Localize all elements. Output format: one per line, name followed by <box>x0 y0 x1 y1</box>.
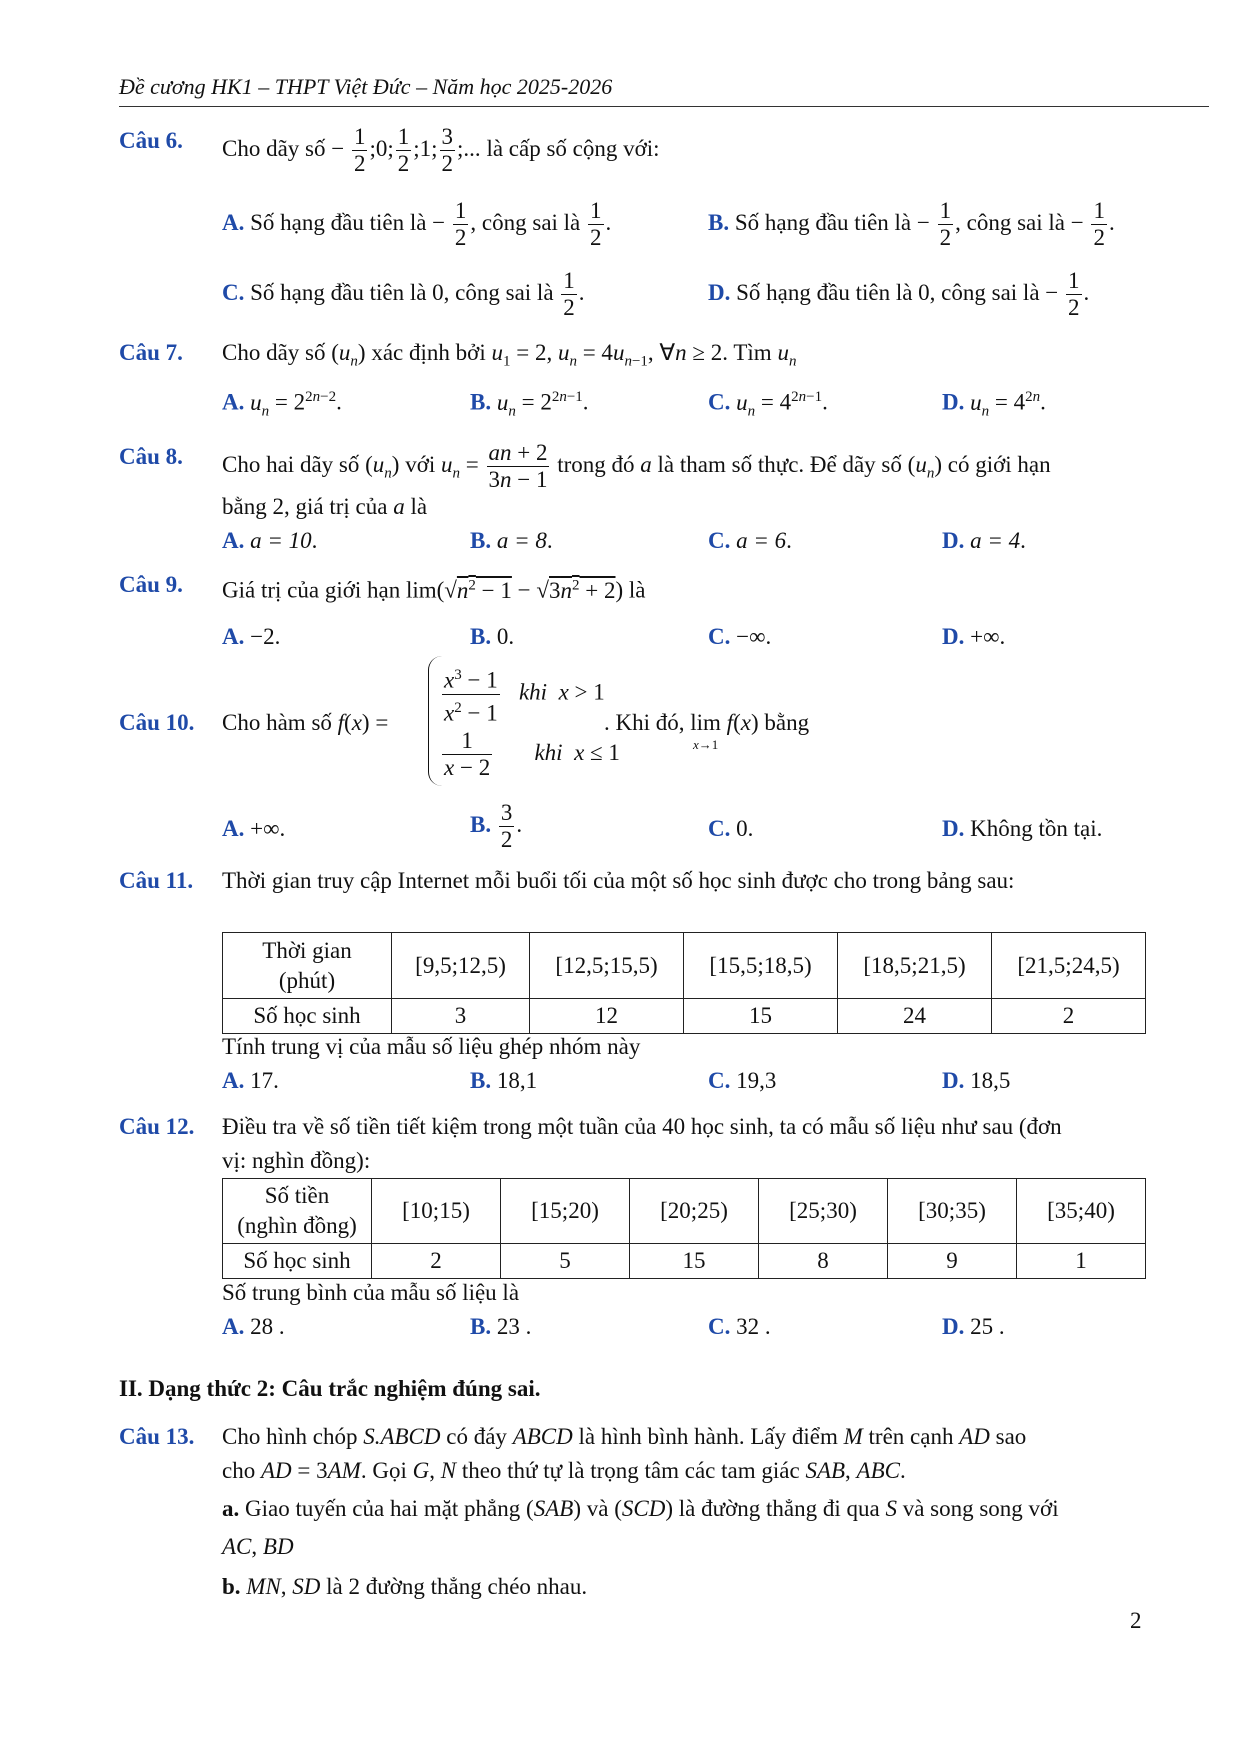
option-9A[interactable]: A. −2. <box>222 624 281 649</box>
table-col-2: [20;25) <box>630 1179 759 1244</box>
option-7B[interactable]: B. $u_n = 2^{2n-1}$. <box>470 389 589 420</box>
table-col-3: [18,5;21,5) <box>838 933 992 999</box>
question-text: Cho hình chóp S.ABCD có đáy ABCD là hình bình hành. Lấy điểm M trên cạnh AD sao <box>222 1424 1027 1449</box>
table-col-2: [15,5;18,5) <box>684 933 838 999</box>
table-savings <box>222 1178 1146 1279</box>
option-11D[interactable]: D. 18,5 <box>942 1068 1011 1093</box>
table-cell: 8 <box>759 1244 888 1279</box>
table-cell: 2 <box>992 999 1146 1034</box>
option-9C[interactable]: C. −∞. <box>708 624 772 649</box>
table-cell: 5 <box>501 1244 630 1279</box>
option-12B[interactable]: B. 23 . <box>470 1314 532 1339</box>
question-11-after: Tính trung vị của mẫu số liệu ghép nhóm này <box>222 1034 641 1059</box>
question-12-cont: vị: nghìn đồng): <box>222 1148 371 1173</box>
option-8C[interactable]: C. a = 6. <box>708 528 792 553</box>
table-cell: 12 <box>530 999 684 1034</box>
question-text: Cho hai dãy số $(u_n)$ với $u_n$ = $\frac{an + 2}{3n - 1}$ trong đó a là tham số thực. Để dãy số $(u_n)$ có giới hạn <box>222 440 1051 492</box>
table-cell: 24 <box>838 999 992 1034</box>
option-11B[interactable]: B. 18,1 <box>470 1068 538 1093</box>
question-label: Câu 10. <box>119 710 195 735</box>
table-col-0: [10;15) <box>372 1179 501 1244</box>
option-12C[interactable]: C. 32 . <box>708 1314 771 1339</box>
table-col-4: [21,5;24,5) <box>992 933 1146 999</box>
table-row-label: Số học sinh <box>223 999 392 1034</box>
option-6A[interactable]: A. Số hạng đầu tiên là − $\frac{1}{2}$ , công sai là $\frac{1}{2}$ . <box>222 198 612 250</box>
table-cell: 3 <box>392 999 530 1034</box>
option-11A[interactable]: A. 17. <box>222 1068 279 1093</box>
question-text: Cho dãy số $(u_n)$ xác định bởi $u_1 = 2$, $u_n = 4u_{n-1}$, ∀n ≥ 2. Tìm $u_n$ <box>222 340 797 370</box>
option-6D[interactable]: D. Số hạng đầu tiên là 0, công sai là − $\frac{1}{2}$ . <box>708 268 1090 320</box>
table-cell: 9 <box>888 1244 1017 1279</box>
question-10-text-b: . Khi đó, lim x→1 f(x) bằng <box>604 710 810 752</box>
question-label: Câu 12. <box>119 1114 195 1139</box>
question-8-cont: bằng 2, giá trị của a là <box>222 494 428 519</box>
table-header: Số tiền (nghìn đồng) <box>223 1179 372 1244</box>
option-12A[interactable]: A. 28 . <box>222 1314 285 1339</box>
option-7D[interactable]: D. $u_n = 4^{2n}$. <box>942 389 1046 420</box>
question-text: Điều tra về số tiền tiết kiệm trong một tuần của 40 học sinh, ta có mẫu số liệu như sau (đơn <box>222 1114 1062 1139</box>
option-7C[interactable]: C. $u_n = 4^{2n-1}$. <box>708 389 828 420</box>
option-10B[interactable]: B. $\frac{3}{2}$ . <box>470 800 523 852</box>
option-11C[interactable]: C. 19,3 <box>708 1068 777 1093</box>
option-8B[interactable]: B. a = 8. <box>470 528 553 553</box>
table-col-4: [30;35) <box>888 1179 1017 1244</box>
table-col-5: [35;40) <box>1017 1179 1146 1244</box>
question-text: Thời gian truy cập Internet mỗi buổi tối của một số học sinh được cho trong bảng sau: <box>222 868 1015 893</box>
table-cell: 15 <box>684 999 838 1034</box>
page-header: Đề cương HK1 – THPT Việt Đức – Năm học 2025-2026 <box>119 74 613 99</box>
option-7A[interactable]: A. $u_n = 2^{2n-2}$. <box>222 389 342 420</box>
question-text: Giá trị của giới hạn $\lim(√n^2 - 1 - √3n^2 + 2)$ là <box>222 577 646 603</box>
question-label: Câu 7. <box>119 340 183 365</box>
table-col-0: [9,5;12,5) <box>392 933 530 999</box>
table-header: Thời gian (phút) <box>223 933 392 999</box>
table-cell: 1 <box>1017 1244 1146 1279</box>
option-8A[interactable]: A. a = 10. <box>222 528 318 553</box>
header-rule <box>119 106 1209 107</box>
question-text: Cho dãy số − $\frac{1}{2}$ ;0; $\frac{1}{2}$ ;1; $\frac{3}{2}$ ;... là cấp số cộng với: <box>222 124 660 176</box>
piecewise-case-1: $\frac{x^3 - 1}{x^2 - 1}$ khi x > 1 <box>440 662 605 726</box>
table-row-label: Số học sinh <box>223 1244 372 1279</box>
table-cell: 2 <box>372 1244 501 1279</box>
table-access-time <box>222 932 1146 1034</box>
question-label: Câu 13. <box>119 1424 195 1449</box>
question-10-text-a: Cho hàm số f(x) = <box>222 710 389 735</box>
option-6C[interactable]: C. Số hạng đầu tiên là 0, công sai là $\frac{1}{2}$ . <box>222 268 585 320</box>
table-col-1: [15;20) <box>501 1179 630 1244</box>
question-label: Câu 11. <box>119 868 194 893</box>
statement-13a-cont: AC, BD <box>222 1534 294 1559</box>
question-12-after: Số trung bình của mẫu số liệu là <box>222 1280 520 1305</box>
statement-13a[interactable]: a. Giao tuyến của hai mặt phẳng (SAB) và (SCD) là đường thẳng đi qua S và song song với <box>222 1496 1059 1521</box>
option-10A[interactable]: A. +∞. <box>222 816 286 841</box>
option-10D[interactable]: D. Không tồn tại. <box>942 816 1103 841</box>
table-cell: 15 <box>630 1244 759 1279</box>
question-label: Câu 6. <box>119 128 183 153</box>
piecewise-case-2: $\frac{1}{x - 2}$ khi x ≤ 1 <box>444 728 620 780</box>
option-9D[interactable]: D. +∞. <box>942 624 1006 649</box>
question-13-line2: cho AD = 3AM. Gọi G, N theo thứ tự là trọng tâm các tam giác SAB, ABC. <box>222 1458 906 1483</box>
statement-13b[interactable]: b. MN, SD là 2 đường thẳng chéo nhau. <box>222 1574 588 1599</box>
option-12D[interactable]: D. 25 . <box>942 1314 1005 1339</box>
option-8D[interactable]: D. a = 4. <box>942 528 1026 553</box>
question-label: Câu 9. <box>119 572 183 597</box>
section-title: II. Dạng thức 2: Câu trắc nghiệm đúng sai. <box>119 1376 541 1401</box>
question-label: Câu 8. <box>119 444 183 469</box>
option-6B[interactable]: B. Số hạng đầu tiên là − $\frac{1}{2}$ , công sai là − $\frac{1}{2}$ . <box>708 198 1115 250</box>
table-col-3: [25;30) <box>759 1179 888 1244</box>
option-9B[interactable]: B. 0. <box>470 624 515 649</box>
option-10C[interactable]: C. 0. <box>708 816 754 841</box>
page-number: 2 <box>1130 1608 1142 1633</box>
table-col-1: [12,5;15,5) <box>530 933 684 999</box>
